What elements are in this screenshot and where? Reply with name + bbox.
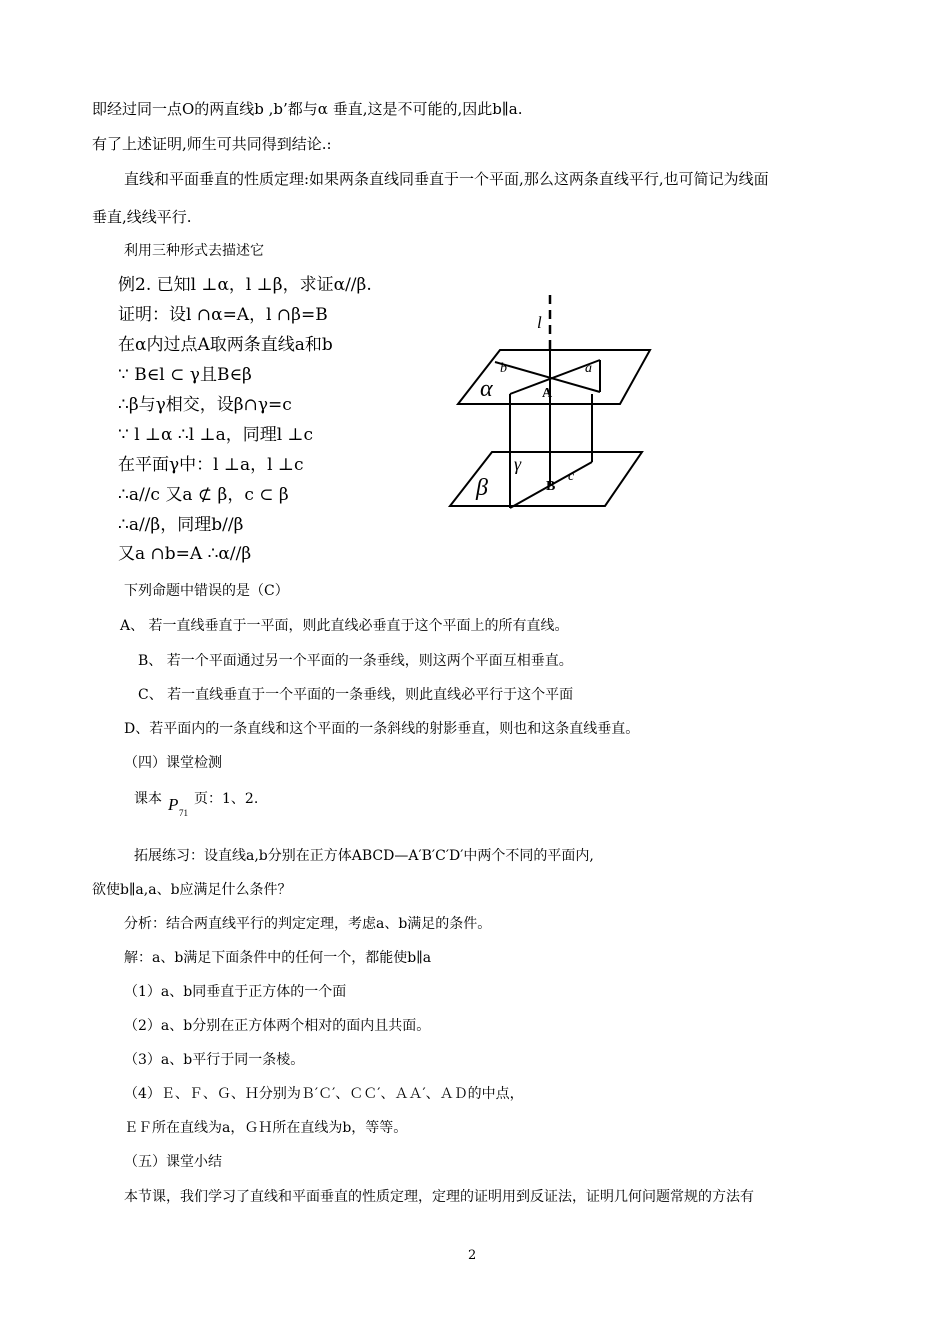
extension-line-2: 欲使b∥a,a、b应满足什么条件？	[92, 882, 292, 898]
section-5-heading: （五）课堂小结	[124, 1154, 222, 1170]
proof-line-4: ∵ B∈l ⊂ γ且B∈β	[118, 365, 252, 385]
condition-4: （4）Ｅ、Ｆ、Ｇ、Ｈ分别为Ｂ′Ｃ′、ＣＣ′、ＡＡ′、ＡＤ的中点，	[124, 1086, 524, 1102]
proof-line-6: ∵ l ⊥α ∴l ⊥a，同理l ⊥c	[118, 425, 314, 445]
proof-line-1: 例2. 已知l ⊥α，l ⊥β，求证α//β.	[118, 275, 372, 295]
proof-line-9: ∴a//β，同理b//β	[118, 515, 244, 535]
textbook-page-number: 71	[179, 808, 188, 818]
label-A: A	[542, 386, 553, 401]
label-gamma: γ	[514, 454, 522, 474]
condition-2: （2）a、b分别在正方体两个相对的面内且共面。	[124, 1018, 431, 1034]
option-d: D、若平面内的一条直线和这个平面的一条斜线的射影垂直，则也和这条直线垂直。	[124, 721, 640, 737]
paragraph-conclusion-contradiction: 即经过同一点O的两直线b ,b’都与α 垂直,这是不可能的,因此b∥a.	[92, 100, 523, 118]
textbook-suffix: 页：1、2.	[194, 791, 259, 807]
theorem-line-1: 直线和平面垂直的性质定理:如果两条直线同垂直于一个平面,那么这两条直线平行,也可简记为线面	[124, 170, 769, 188]
textbook-prefix: 课本	[134, 791, 162, 807]
theorem-line-2: 垂直,线线平行.	[92, 208, 192, 226]
condition-4-continued: ＥＦ所在直线为a，ＧＨ所在直线为b，等等。	[124, 1120, 408, 1136]
summary: 本节课，我们学习了直线和平面垂直的性质定理，定理的证明用到反证法，证明几何问题常规的方法有	[124, 1189, 754, 1205]
analysis: 分析：结合两直线平行的判定定理，考虑a、b满足的条件。	[124, 916, 492, 932]
proof-line-10: 又a ∩b=A ∴α//β	[118, 544, 252, 564]
label-alpha: α	[480, 376, 493, 402]
proof-line-7: 在平面γ中：l ⊥a，l ⊥c	[118, 455, 304, 475]
label-beta: β	[476, 475, 488, 501]
proof-line-3: 在α内过点A取两条直线a和b	[118, 335, 333, 355]
label-B: B	[546, 479, 556, 494]
page-number: 2	[468, 1248, 477, 1263]
option-a: A、 若一直线垂直于一平面，则此直线必垂直于这个平面上的所有直线。	[120, 618, 569, 634]
label-a: a	[585, 361, 592, 376]
proof-line-2: 证明：设l ∩α=A，l ∩β=B	[118, 305, 328, 325]
proof-line-8: ∴a//c 又a ⊄ β，c ⊂ β	[118, 485, 289, 505]
paragraph-joint-conclusion: 有了上述证明,师生可共同得到结论.:	[92, 135, 332, 153]
label-c: c	[568, 469, 575, 484]
option-b: B、 若一个平面通过另一个平面的一条垂线，则这两个平面互相垂直。	[138, 653, 573, 669]
textbook-page-symbol: P	[168, 795, 179, 814]
proof-line-5: ∴β与γ相交，设β∩γ=c	[118, 395, 292, 415]
label-l: l	[537, 313, 542, 332]
option-c: C、 若一直线垂直于一个平面的一条垂线，则此直线必平行于这个平面	[138, 687, 574, 703]
extension-line-1: 拓展练习：设直线a,b分别在正方体ABCD—A′B′C′D′中两个不同的平面内,	[134, 848, 594, 864]
section-4-heading: （四）课堂检测	[124, 755, 222, 771]
solution: 解：a、b满足下面条件中的任何一个，都能使b∥a	[124, 950, 432, 966]
question-stem: 下列命题中错误的是（C）	[124, 583, 289, 599]
geometry-figure	[440, 290, 660, 520]
label-b: b	[500, 361, 507, 376]
condition-3: （3）a、b平行于同一条棱。	[124, 1052, 305, 1068]
three-forms-note: 利用三种形式去描述它	[124, 243, 264, 259]
condition-1: （1）a、b同垂直于正方体的一个面	[124, 984, 347, 1000]
